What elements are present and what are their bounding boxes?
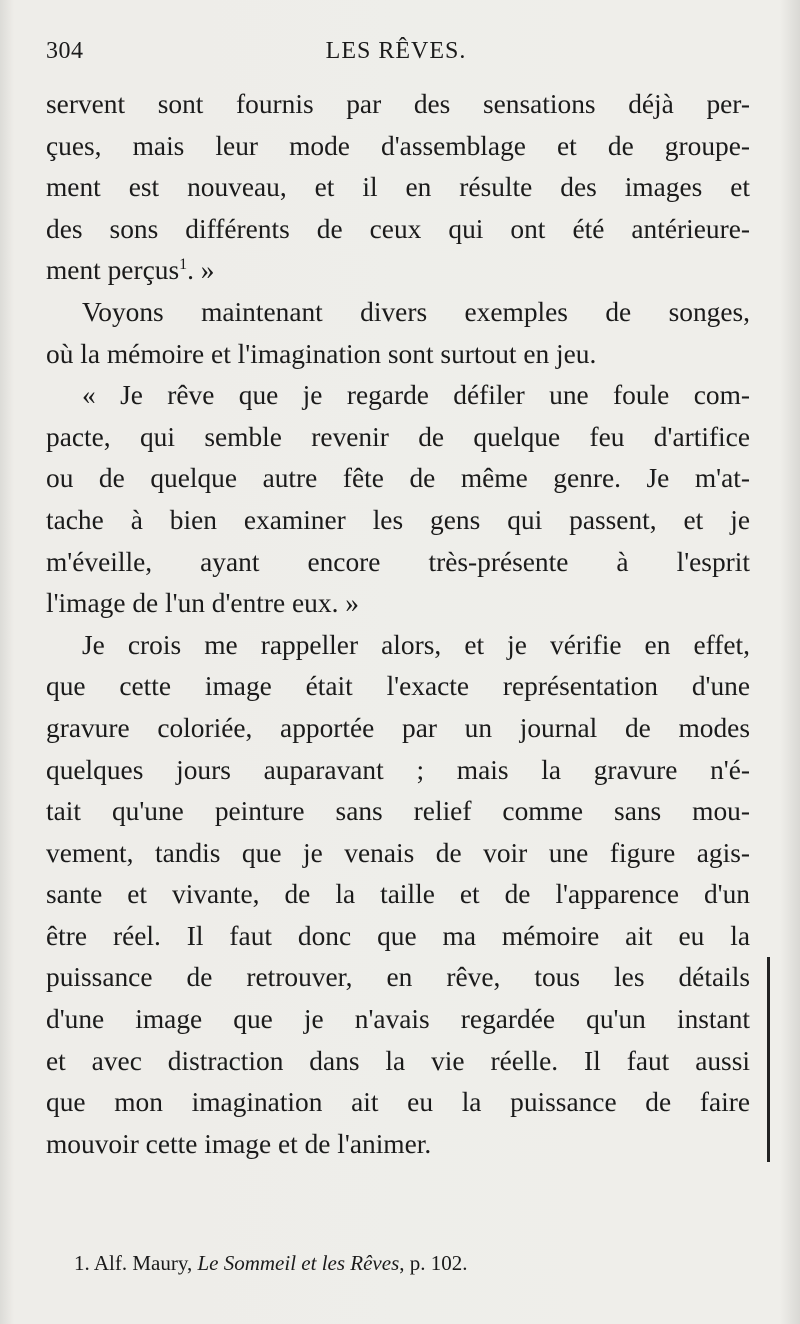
text-line: ment est nouveau, et il en résulte des images et [46, 172, 750, 203]
page-number: 304 [46, 38, 84, 64]
footnote-number: 1. [74, 1251, 90, 1275]
text-line: et avec distraction dans la vie réelle. Il faut aussi [46, 1045, 750, 1076]
paragraph-2 [46, 292, 750, 375]
text-line: Je crois me rappeller alors, et je vérifie en effet, [82, 629, 750, 660]
text-line: être réel. Il faut donc que ma mémoire ait eu la [46, 920, 750, 951]
text-line: gravure coloriée, apportée par un journal de modes [46, 712, 750, 743]
text-fragment: ment perçus [46, 255, 180, 286]
paragraph-3 [46, 375, 750, 625]
text-line: mouvoir cette image et de l'animer. [46, 1128, 432, 1159]
text-line: tait qu'une peinture sans relief comme sans mou- [46, 796, 750, 827]
text-line: « Je rêve que je regarde défiler une foule com- [82, 380, 750, 411]
text-line: que cette image était l'exacte représentation d'une [46, 671, 750, 702]
footnote-author: Alf. Maury, [93, 1251, 193, 1275]
footnote [74, 1251, 754, 1276]
text-line: ou de quelque autre fête de même genre. Je m'at- [46, 463, 750, 494]
text-fragment: . » [187, 255, 215, 286]
page-header [46, 38, 746, 78]
text-line: où la mémoire et l'imagination sont surtout en jeu. [46, 338, 597, 369]
text-line: Voyons maintenant divers exemples de songes, [82, 296, 750, 327]
body-text [46, 84, 750, 1165]
footnote-page: , p. 102. [399, 1251, 468, 1275]
text-line: pacte, qui semble revenir de quelque feu d'artifice [46, 421, 750, 452]
text-line: servent sont fournis par des sensations déjà per- [46, 89, 750, 119]
text-line: d'une image que je n'avais regardée qu'un instant [46, 1004, 750, 1035]
text-line: m'éveille, ayant encore très-présente à l'esprit [46, 546, 750, 577]
running-head: LES RÊVES. [325, 38, 467, 64]
text-line: des sons différents de ceux qui ont été antérieure- [46, 213, 750, 244]
text-line: l'image de l'un d'entre eux. » [46, 588, 359, 619]
text-line: çues, mais leur mode d'assemblage et de groupe- [46, 130, 750, 161]
footnote-title: Le Sommeil et les Rêves [197, 1251, 400, 1275]
text-line: vement, tandis que je venais de voir une figure agis- [46, 837, 750, 868]
footnote-ref: 1 [179, 256, 188, 274]
text-line [46, 250, 750, 292]
text-line: tache à bien examiner les gens qui passent, et je [46, 504, 750, 535]
paragraph-1 [46, 84, 750, 292]
text-line: que mon imagination ait eu la puissance de faire [46, 1087, 750, 1118]
text-line: sante et vivante, de la taille et de l'apparence d'un [46, 879, 750, 910]
paragraph-4 [46, 625, 750, 1166]
text-line: quelques jours auparavant ; mais la gravure n'é- [46, 754, 750, 785]
text-line: puissance de retrouver, en rêve, tous les détails [46, 962, 750, 993]
margin-mark [767, 957, 770, 1162]
